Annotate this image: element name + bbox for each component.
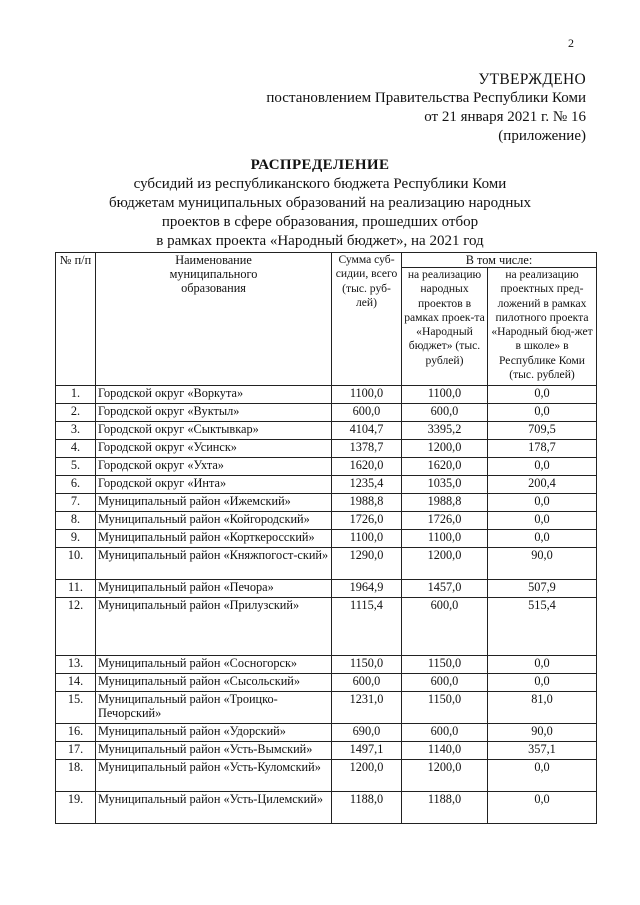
table-row — [56, 404, 597, 422]
row-amount-b: 515,4 — [488, 598, 597, 656]
row-amount-b: 0,0 — [488, 530, 597, 548]
table-row — [56, 494, 597, 512]
table-row — [56, 742, 597, 760]
page-number: 2 — [568, 36, 574, 50]
row-total: 1231,0 — [332, 692, 402, 724]
row-name: Муниципальный район «Троицко-Печорский» — [96, 692, 332, 724]
table-row — [56, 760, 597, 792]
table-row — [56, 422, 597, 440]
table-row — [56, 792, 597, 824]
row-amount-a: 1150,0 — [402, 656, 488, 674]
row-name: Муниципальный район «Корткеросский» — [96, 530, 332, 548]
row-number: 9. — [56, 530, 96, 548]
row-total: 1235,4 — [332, 476, 402, 494]
approval-line-3: (приложение) — [498, 128, 586, 144]
table-row — [56, 656, 597, 674]
row-amount-a: 1200,0 — [402, 760, 488, 792]
header-including: В том числе: — [402, 253, 597, 268]
row-amount-b: 507,9 — [488, 580, 597, 598]
row-amount-a: 1100,0 — [402, 386, 488, 404]
row-number: 19. — [56, 792, 96, 824]
table-row — [56, 692, 597, 724]
row-name: Муниципальный район «Прилузский» — [96, 598, 332, 656]
table-row — [56, 530, 597, 548]
row-name: Муниципальный район «Сысольский» — [96, 674, 332, 692]
row-name: Муниципальный район «Ижемский» — [96, 494, 332, 512]
row-amount-a: 600,0 — [402, 674, 488, 692]
row-amount-a: 1200,0 — [402, 440, 488, 458]
row-total: 4104,7 — [332, 422, 402, 440]
table-row — [56, 512, 597, 530]
row-amount-b: 0,0 — [488, 494, 597, 512]
row-number: 6. — [56, 476, 96, 494]
row-amount-a: 600,0 — [402, 598, 488, 656]
row-number: 8. — [56, 512, 96, 530]
table-row — [56, 598, 597, 656]
row-amount-a: 1188,0 — [402, 792, 488, 824]
row-total: 1497,1 — [332, 742, 402, 760]
row-number: 7. — [56, 494, 96, 512]
title-line-4: в рамках проекта «Народный бюджет», на 2021 год — [156, 233, 484, 249]
row-name: Муниципальный район «Усть-Цилемский» — [96, 792, 332, 824]
row-name: Городской округ «Усинск» — [96, 440, 332, 458]
row-number: 4. — [56, 440, 96, 458]
row-amount-a: 1035,0 — [402, 476, 488, 494]
row-amount-b: 709,5 — [488, 422, 597, 440]
row-name: Муниципальный район «Печора» — [96, 580, 332, 598]
row-amount-a: 1988,8 — [402, 494, 488, 512]
row-total: 1100,0 — [332, 530, 402, 548]
row-amount-a: 600,0 — [402, 724, 488, 742]
approval-line-2: от 21 января 2021 г. № 16 — [424, 109, 586, 125]
header-total: Сумма суб-сидии, всего (тыс. руб-лей) — [332, 253, 402, 386]
row-total: 1964,9 — [332, 580, 402, 598]
row-amount-a: 1620,0 — [402, 458, 488, 476]
row-name: Муниципальный район «Сосногорск» — [96, 656, 332, 674]
approval-heading: УТВЕРЖДЕНО — [478, 71, 586, 88]
row-amount-a: 1726,0 — [402, 512, 488, 530]
row-amount-a: 1457,0 — [402, 580, 488, 598]
row-name: Муниципальный район «Княжпогост-ский» — [96, 548, 332, 580]
row-amount-b: 81,0 — [488, 692, 597, 724]
row-amount-b: 0,0 — [488, 656, 597, 674]
approval-line-1: постановлением Правительства Республики Коми — [266, 90, 586, 106]
table-row — [56, 440, 597, 458]
header-name: Наименование муниципального образования — [96, 253, 332, 386]
row-number: 3. — [56, 422, 96, 440]
table-row — [56, 386, 597, 404]
title-line-3: проектов в сфере образования, прошедших отбор — [161, 214, 479, 230]
row-name: Городской округ «Инта» — [96, 476, 332, 494]
row-number: 14. — [56, 674, 96, 692]
title-main: РАСПРЕДЕЛЕНИЕ — [250, 157, 390, 173]
row-amount-b: 0,0 — [488, 512, 597, 530]
row-amount-b: 0,0 — [488, 386, 597, 404]
row-total: 1620,0 — [332, 458, 402, 476]
row-amount-b: 0,0 — [488, 674, 597, 692]
row-number: 16. — [56, 724, 96, 742]
row-name: Муниципальный район «Удорский» — [96, 724, 332, 742]
row-amount-a: 600,0 — [402, 404, 488, 422]
row-amount-b: 90,0 — [488, 548, 597, 580]
row-number: 10. — [56, 548, 96, 580]
row-number: 12. — [56, 598, 96, 656]
row-amount-a: 3395,2 — [402, 422, 488, 440]
table-row — [56, 580, 597, 598]
row-name: Муниципальный район «Усть-Куломский» — [96, 760, 332, 792]
row-total: 1150,0 — [332, 656, 402, 674]
row-number: 13. — [56, 656, 96, 674]
document-title — [0, 156, 640, 251]
row-number: 11. — [56, 580, 96, 598]
row-total: 600,0 — [332, 674, 402, 692]
row-amount-a: 1200,0 — [402, 548, 488, 580]
table-row — [56, 674, 597, 692]
row-amount-b: 200,4 — [488, 476, 597, 494]
row-number: 1. — [56, 386, 96, 404]
row-amount-a: 1140,0 — [402, 742, 488, 760]
header-num: № п/п — [56, 253, 96, 386]
row-total: 1290,0 — [332, 548, 402, 580]
row-number: 2. — [56, 404, 96, 422]
row-number: 17. — [56, 742, 96, 760]
row-amount-b: 178,7 — [488, 440, 597, 458]
row-name: Муниципальный район «Усть-Вымский» — [96, 742, 332, 760]
row-number: 5. — [56, 458, 96, 476]
row-total: 600,0 — [332, 404, 402, 422]
row-number: 15. — [56, 692, 96, 724]
title-line-1: субсидий из республиканского бюджета Республики Коми — [133, 176, 507, 192]
row-name: Городской округ «Ухта» — [96, 458, 332, 476]
row-name: Городской округ «Сыктывкар» — [96, 422, 332, 440]
row-amount-b: 357,1 — [488, 742, 597, 760]
table-row — [56, 458, 597, 476]
row-name: Муниципальный район «Койгородский» — [96, 512, 332, 530]
subsidy-table — [55, 252, 597, 824]
row-total: 1726,0 — [332, 512, 402, 530]
title-line-2: бюджетам муниципальных образований на реализацию народных — [109, 195, 531, 211]
row-amount-b: 0,0 — [488, 792, 597, 824]
table-body — [56, 386, 597, 824]
header-col-a: на реализацию народных проектов в рамках проек-та «Народный бюджет» (тыс. рублей) — [402, 268, 488, 386]
row-total: 1188,0 — [332, 792, 402, 824]
table-row — [56, 724, 597, 742]
row-total: 1200,0 — [332, 760, 402, 792]
row-amount-a: 1150,0 — [402, 692, 488, 724]
table-row — [56, 548, 597, 580]
row-total: 690,0 — [332, 724, 402, 742]
row-number: 18. — [56, 760, 96, 792]
row-amount-b: 0,0 — [488, 458, 597, 476]
row-total: 1988,8 — [332, 494, 402, 512]
row-name: Городской округ «Вуктыл» — [96, 404, 332, 422]
approval-block — [266, 70, 586, 146]
row-amount-b: 0,0 — [488, 760, 597, 792]
row-name: Городской округ «Воркута» — [96, 386, 332, 404]
row-total: 1115,4 — [332, 598, 402, 656]
row-amount-b: 90,0 — [488, 724, 597, 742]
header-col-b: на реализацию проектных пред-ложений в рамках пилотного проекта «Народный бюд-жет в школе» в Республике Коми (тыс. рублей) — [488, 268, 597, 386]
table-row — [56, 476, 597, 494]
row-total: 1378,7 — [332, 440, 402, 458]
row-amount-a: 1100,0 — [402, 530, 488, 548]
row-amount-b: 0,0 — [488, 404, 597, 422]
row-total: 1100,0 — [332, 386, 402, 404]
